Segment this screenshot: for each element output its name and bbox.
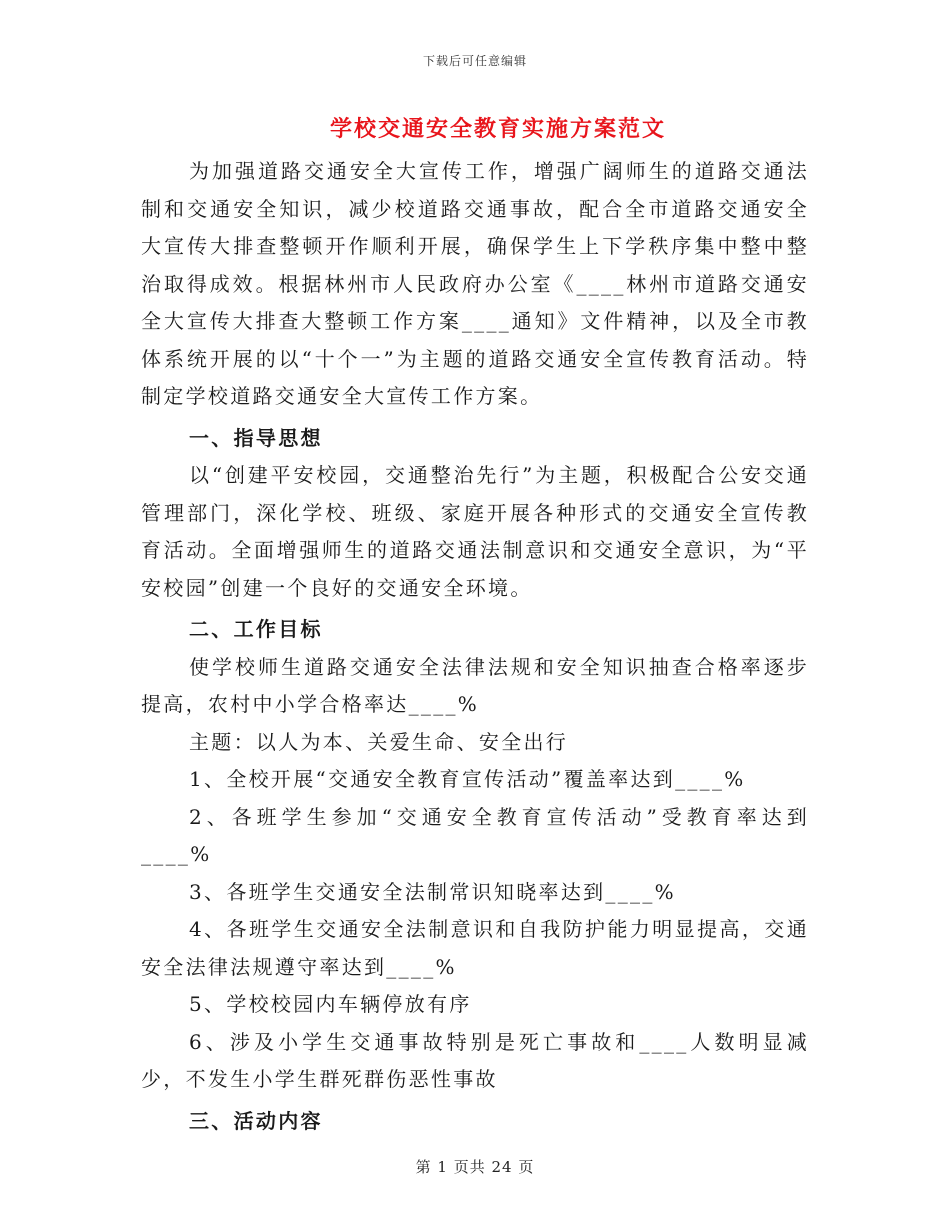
- goal-item: 1、全校开展“交通安全教育宣传活动”覆盖率达到____%: [189, 767, 746, 791]
- goal-item: 4、各班学生交通安全法制意识和自我防护能力明显提高，交通安全法律法规遵守率达到____%: [141, 917, 809, 979]
- goal-item: 3、各班学生交通安全法制常识知晓率达到____%: [189, 879, 676, 904]
- document-title: 学校交通安全教育实施方案范文: [329, 116, 666, 142]
- section-heading-work-goals: 二、工作目标: [189, 617, 323, 641]
- goal-item: 6、涉及小学生交通事故特别是死亡事故和____人数明显减少，不发生小学生群死群伤恶性事故: [141, 1029, 809, 1091]
- theme-line: 主题：以人为本、关爱生命、安全出行: [189, 729, 569, 754]
- intro-paragraph: 为加强道路交通安全大宣传工作，增强广阔师生的道路交通法制和交通安全知识，减少校道路交通事故，配合全市道路交通安全大宣传大排查整顿开作顺利开展，确保学生上下学秩序集中整中整治取得成效。根据林州市人民政府办公室《____林州市道路交通安全大宣传大排查大整顿工作方案____通知》文件精神，以及全市教体系统开展的以“十个一”为主题的道路交通安全宣传教育活动。特制定学校道路交通安全大宣传工作方案。: [141, 159, 809, 408]
- document-body: [141, 153, 809, 1140]
- header-note: 下载后可任意编辑: [422, 54, 527, 68]
- guiding-ideology-paragraph: 以“创建平安校园，交通整治先行”为主题，积极配合公安交通管理部门，深化学校、班级、家庭开展各种形式的交通安全宣传教育活动。全面增强师生的道路交通法制意识和交通安全意识，为“平安校园”创建一个良好的交通安全环境。: [141, 463, 809, 600]
- page-number-footer: 第 1 页共 24 页: [415, 1158, 535, 1176]
- goal-item: 2、各班学生参加“交通安全教育宣传活动”受教育率达到____%: [141, 804, 809, 866]
- work-goals-paragraph: 使学校师生道路交通安全法律法规和安全知识抽查合格率逐步提高，农村中小学合格率达____%: [141, 654, 809, 716]
- goal-item: 5、学校校园内车辆停放有序: [189, 992, 472, 1016]
- section-heading-guiding-ideology: 一、指导思想: [189, 425, 323, 450]
- section-heading-activity-content: 三、活动内容: [189, 1108, 323, 1133]
